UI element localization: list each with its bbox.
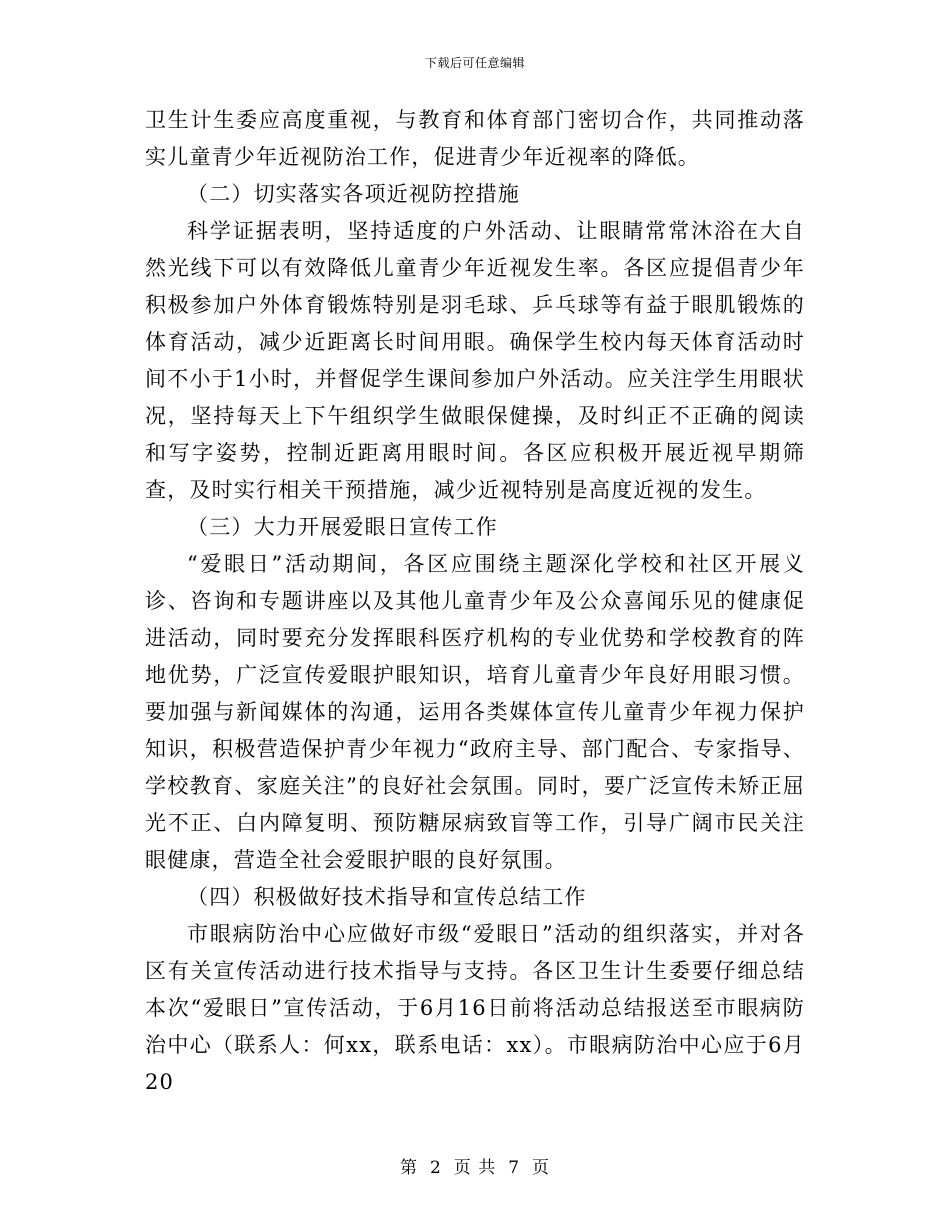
total-page-number: 7 — [508, 1158, 521, 1178]
document-body — [145, 102, 805, 1101]
section-heading-3: （三）大力开展爱眼日宣传工作 — [187, 515, 498, 539]
current-page-number: 2 — [429, 1158, 442, 1178]
section-heading-4: （四）积极做好技术指导和宣传总结工作 — [187, 885, 587, 909]
paragraph-continued: 卫生计生委应高度重视，与教育和体育部门密切合作，共同推动落实儿童青少年近视防治工作，促进青少年近视率的降低。 — [145, 108, 805, 169]
page-footer — [0, 1153, 950, 1178]
footer-middle: 页 共 — [453, 1158, 497, 1178]
section-heading-2: （二）切实落实各项近视防控措施 — [187, 182, 520, 206]
footer-prefix: 第 — [399, 1158, 418, 1178]
paragraph-eye-day-publicity: “爱眼日”活动期间，各区应围绕主题深化学校和社区开展义诊、咨询和专题讲座以及其他儿童青少年及公众喜闻乐见的健康促进活动，同时要充分发挥眼科医疗机构的专业优势和学校教育的阵地优势，广泛宣传爱眼护眼知识，培育儿童青少年良好用眼习惯。要加强与新闻媒体的沟通，运用各类媒体宣传儿童青少年视力保护知识，积极营造保护青少年视力“政府主导、部门配合、专家指导、学校教育、家庭关注”的良好社会氛围。同时，要广泛宣传未矫正屈光不正、白内障复明、预防糖尿病致盲等工作，引导广阔市民关注眼健康，营造全社会爱眼护眼的良好氛围。 — [145, 552, 805, 872]
paragraph-prevention-measures: 科学证据表明，坚持适度的户外活动、让眼睛常常沐浴在大自然光线下可以有效降低儿童青少年近视发生率。各区应提倡青少年积极参加户外体育锻炼特别是羽毛球、乒乓球等有益于眼肌锻炼的体育活动，减少近距离长时间用眼。确保学生校内每天体育活动时间不小于1小时，并督促学生课间参加户外活动。应关注学生用眼状况，坚持每天上下午组织学生做眼保健操，及时纠正不正确的阅读和写字姿势，控制近距离用眼时间。各区应积极开展近视早期筛查，及时实行相关干预措施，减少近视特别是高度近视的发生。 — [145, 219, 805, 502]
paragraph-technical-guidance: 市眼病防治中心应做好市级“爱眼日”活动的组织落实，并对各区有关宣传活动进行技术指导与支持。各区卫生计生委要仔细总结本次“爱眼日”宣传活动，于6月16日前将活动总结报送至市眼病防治中心（联系人：何xx，联系电话：xx）。市眼病防治中心应于6月20 — [145, 922, 805, 1094]
page-header: 下载后可任意编辑 — [424, 56, 525, 70]
footer-suffix: 页 — [532, 1158, 551, 1178]
